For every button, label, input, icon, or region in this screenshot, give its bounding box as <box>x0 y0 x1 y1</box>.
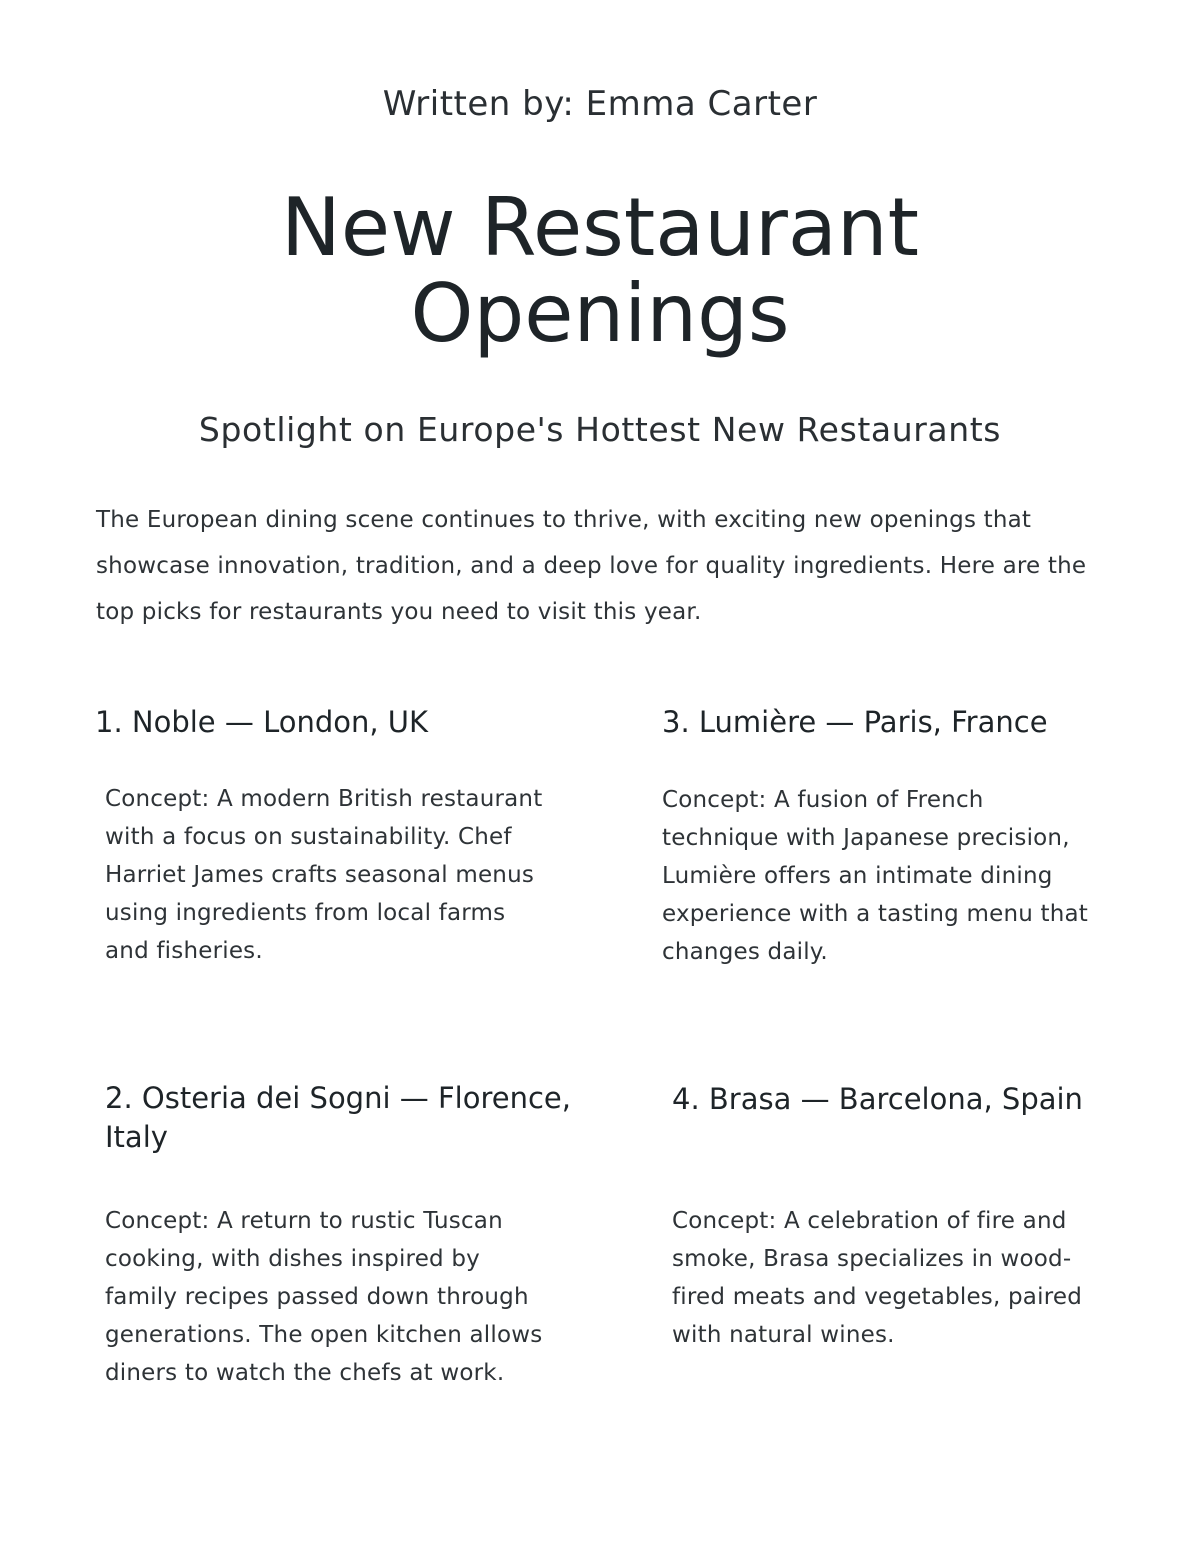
restaurant-concept: Concept: A return to rustic Tuscan cooking, with dishes inspired by family recipes passed down through generations. The open kitchen allows diners to watch the chefs at work. <box>105 1208 543 1386</box>
restaurant-heading: 1. Noble — London, UK <box>95 705 429 739</box>
restaurant-lumiere <box>662 703 1132 965</box>
restaurant-concept: Concept: A fusion of French technique with Japanese precision, Lumière offers an intimate dining experience with a tasting menu that changes daily. <box>662 787 1089 965</box>
restaurant-heading: 4. Brasa — Barcelona, Spain <box>672 1082 1083 1116</box>
byline: Written by: Emma Carter <box>382 84 818 124</box>
restaurant-concept: Concept: A celebration of fire and smoke, Brasa specializes in wood-fired meats and vegetables, paired with natural wines. <box>672 1208 1082 1348</box>
page-title-line-1: New Restaurant <box>281 181 919 274</box>
page-title-line-2: Openings <box>410 267 790 360</box>
intro-paragraph: The European dining scene continues to thrive, with exciting new openings that showcase innovation, tradition, and a deep love for quality ingredients. Here are the top picks for restaurants you need to visit this year. <box>96 507 1087 625</box>
restaurant-noble <box>95 703 565 964</box>
page-title <box>0 181 1200 360</box>
restaurant-heading: 2. Osteria dei Sogni — Florence, Italy <box>105 1081 571 1154</box>
restaurant-osteria-dei-sogni <box>105 1079 575 1386</box>
restaurant-heading: 3. Lumière — Paris, France <box>662 705 1048 739</box>
restaurant-concept: Concept: A modern British restaurant with a focus on sustainability. Chef Harriet James crafts seasonal menus using ingredients from local farms and fisheries. <box>105 786 543 964</box>
restaurant-brasa <box>672 1080 1112 1348</box>
subtitle: Spotlight on Europe's Hottest New Restaurants <box>198 410 1002 449</box>
